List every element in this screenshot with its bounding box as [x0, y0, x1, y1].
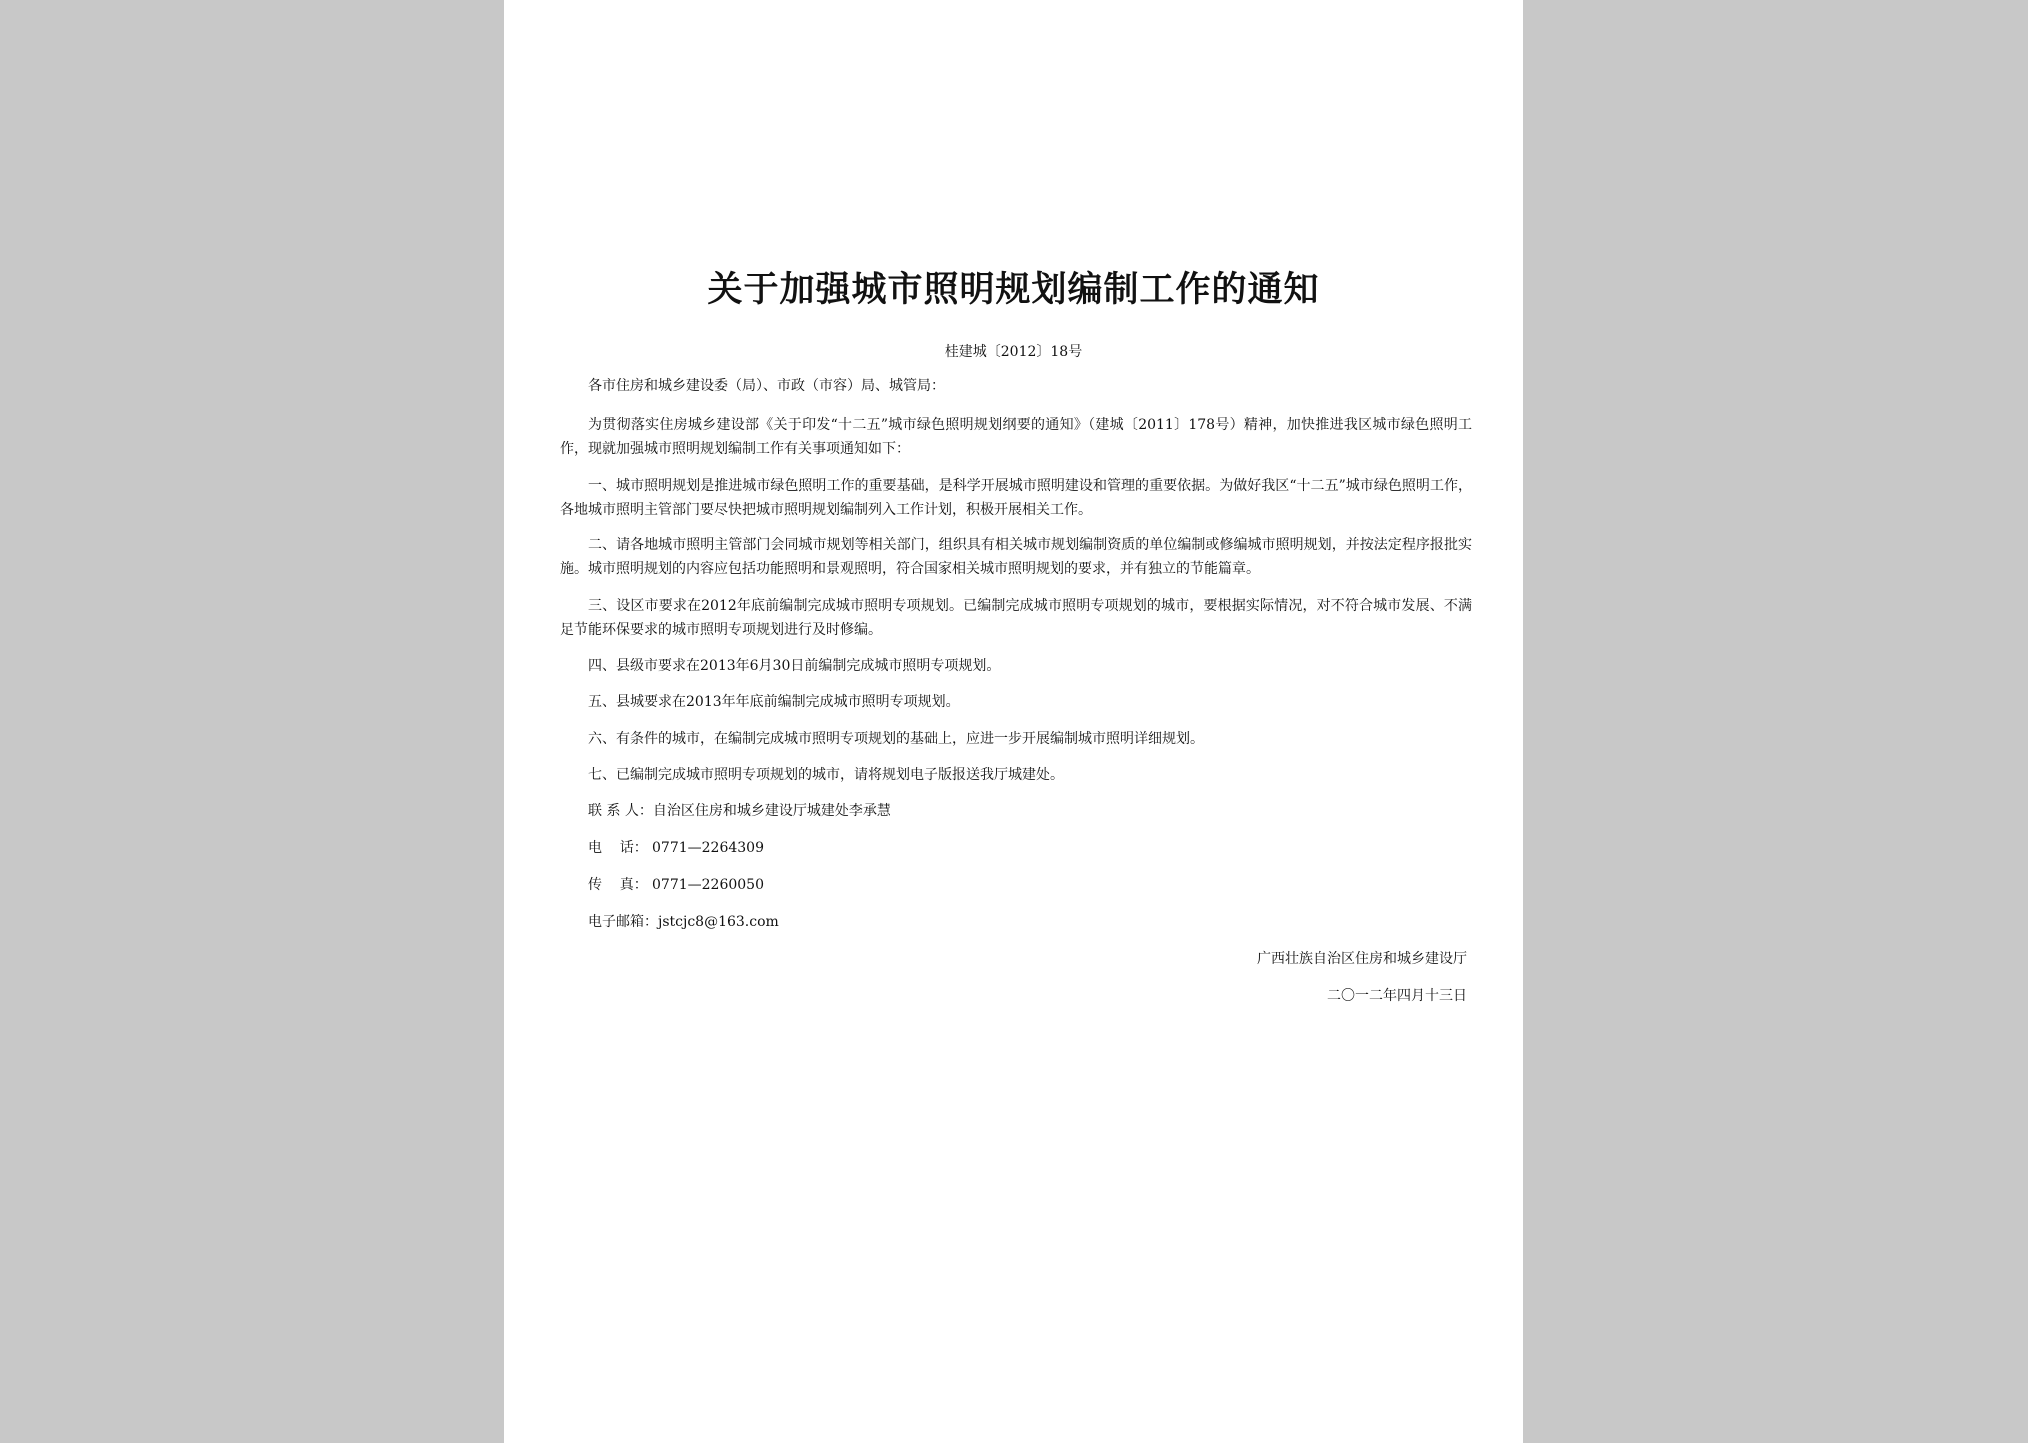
issuer-signature: 广西壮族自治区住房和城乡建设厅 — [1257, 951, 1467, 967]
contact-fax-value: 0771—2260050 — [652, 877, 764, 893]
item-1-paragraph: 一、城市照明规划是推进城市绿色照明工作的重要基础，是科学开展城市照明建设和管理的重要依据。为做好我区“十二五”城市绿色照明工作，各地城市照明主管部门要尽快把城市照明规划编制列入工作计划，积极开展相关工作。 — [560, 478, 1472, 518]
item-2-paragraph: 二、请各地城市照明主管部门会同城市规划等相关部门，组织具有相关城市规划编制资质的单位编制或修编城市照明规划，并按法定程序报批实施。城市照明规划的内容应包括功能照明和景观照明，符合国家相关城市照明规划的要求，并有独立的节能篇章。 — [560, 537, 1472, 577]
item-6-paragraph: 六、有条件的城市，在编制完成城市照明专项规划的基础上，应进一步开展编制城市照明详细规划。 — [588, 731, 1204, 747]
contact-email-label: 电子邮箱： — [588, 914, 658, 930]
document-title: 关于加强城市照明规划编制工作的通知 — [707, 270, 1320, 310]
contact-person — [588, 799, 891, 823]
document-page — [504, 0, 1523, 1443]
salutation: 各市住房和城乡建设委（局）、市政（市容）局、城管局： — [588, 378, 945, 394]
contact-person-value: 自治区住房和城乡建设厅城建处李承慧 — [652, 803, 891, 819]
contact-email — [588, 910, 779, 934]
document-number: 桂建城〔2012〕18号 — [944, 344, 1083, 360]
item-7-paragraph: 七、已编制完成城市照明专项规划的城市，请将规划电子版报送我厅城建处。 — [588, 767, 1064, 783]
item-5-paragraph: 五、县城要求在2013年年底前编制完成城市照明专项规划。 — [588, 694, 960, 710]
contact-email-value: jstcjc8@163.com — [658, 914, 779, 930]
item-3-paragraph: 三、设区市要求在2012年底前编制完成城市照明专项规划。已编制完成城市照明专项规划的城市，要根据实际情况，对不符合城市发展、不满足节能环保要求的城市照明专项规划进行及时修编。 — [560, 598, 1472, 638]
item-4-paragraph: 四、县级市要求在2013年6月30日前编制完成城市照明专项规划。 — [588, 658, 1001, 674]
contact-phone — [588, 836, 764, 860]
contact-phone-value: 0771—2264309 — [652, 840, 764, 856]
contact-phone-label: 电 话： — [588, 840, 648, 856]
issue-date: 二〇一二年四月十三日 — [1327, 988, 1467, 1004]
contact-fax-label: 传 真： — [588, 877, 648, 893]
intro-paragraph: 为贯彻落实住房城乡建设部《关于印发“十二五”城市绿色照明规划纲要的通知》（建城〔2011〕178号）精神，加快推进我区城市绿色照明工作，现就加强城市照明规划编制工作有关事项通知如下： — [560, 417, 1472, 457]
contact-person-label: 联 系 人： — [588, 803, 653, 819]
contact-fax — [588, 873, 764, 897]
